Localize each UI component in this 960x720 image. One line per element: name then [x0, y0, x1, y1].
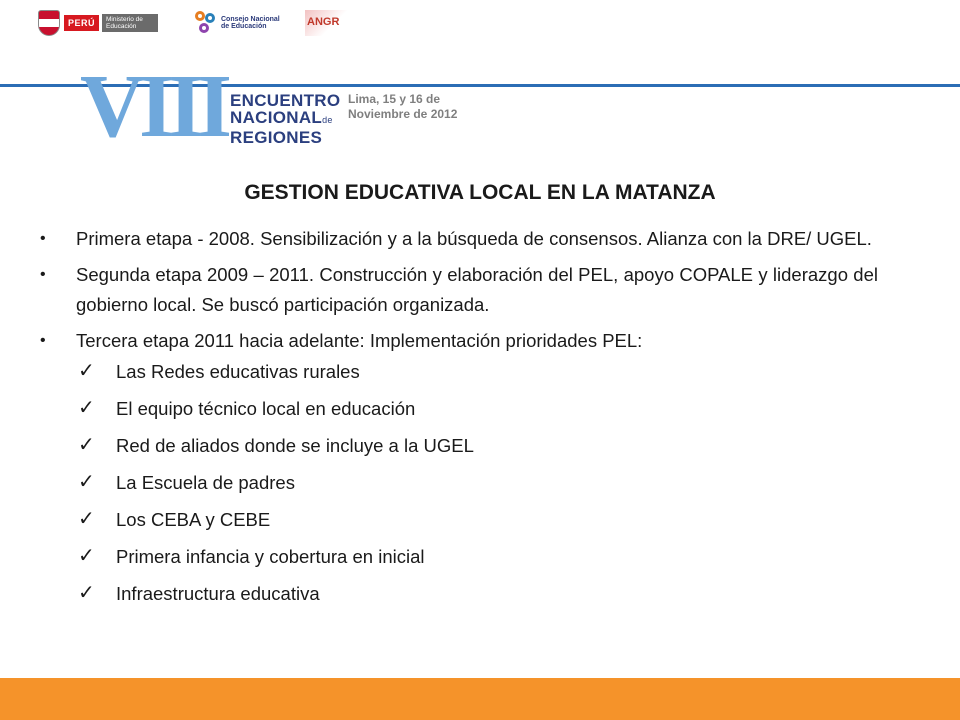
event-name-line2: NACIONALde: [230, 108, 333, 127]
event-name-line1: ENCUENTRO: [230, 91, 341, 110]
list-item: [40, 395, 878, 422]
consejo-label: Consejo Nacional de Educación: [221, 15, 280, 30]
event-name-line3: REGIONES: [230, 128, 323, 147]
list-item-text: Los CEBA y CEBE: [116, 509, 271, 530]
list-item: [40, 432, 878, 459]
bullet-text: Tercera etapa 2011 hacia adelante: Implementación prioridades PEL:: [76, 330, 643, 351]
footer-bar: [0, 678, 960, 720]
bullet-item: [40, 260, 878, 320]
list-item-text: Red de aliados donde se incluye a la UGEL: [116, 435, 474, 456]
list-item-text: La Escuela de padres: [116, 472, 295, 493]
event-numeral: [80, 57, 227, 156]
bullet-text: Segunda etapa 2009 – 2011. Construcción y elaboración del PEL, apoyo COPALE y liderazgo del gobierno local. Se buscó participación organizada.: [76, 264, 878, 315]
angr-label: ANGR: [307, 16, 340, 28]
checkmark-icon: ✓: [78, 434, 95, 456]
event-date-line2: Noviembre de 2012: [348, 107, 458, 121]
list-item-text: Primera infancia y cobertura en inicial: [116, 546, 425, 567]
consejo-nacional-logo: [195, 8, 281, 38]
bullet-text: Primera etapa - 2008. Sensibilización y a la búsqueda de consensos. Alianza con la DRE/ UGEL.: [76, 228, 872, 249]
event-numeral-text: VIII: [80, 57, 227, 156]
event-date-line1: Lima, 15 y 16 de: [348, 92, 441, 106]
bullet-dot-icon: •: [40, 230, 46, 247]
checkmark-icon: ✓: [78, 545, 95, 567]
list-item: [40, 358, 878, 385]
checkmark-icon: ✓: [78, 471, 95, 493]
angr-logo: [305, 8, 351, 38]
slide-content: [40, 224, 878, 607]
bullet-dot-icon: •: [40, 266, 46, 283]
angr-map-icon: [305, 10, 351, 36]
list-item: [40, 580, 878, 607]
ministerio-educacion-logo: [38, 8, 158, 38]
list-item: [40, 506, 878, 533]
checkmark-icon: ✓: [78, 360, 95, 382]
logo-bar: [0, 0, 960, 46]
list-item: [40, 469, 878, 496]
header: [0, 0, 960, 160]
bullet-item: [40, 224, 878, 254]
checkmark-icon: ✓: [78, 582, 95, 604]
bullet-item: [40, 326, 878, 356]
event-name: [230, 92, 340, 146]
checkmark-icon: ✓: [78, 508, 95, 530]
list-item: [40, 543, 878, 570]
list-item-text: Infraestructura educativa: [116, 583, 320, 604]
peru-label: PERÚ: [64, 15, 99, 31]
list-item-text: Las Redes educativas rurales: [116, 361, 360, 382]
checkmark-icon: ✓: [78, 397, 95, 419]
slide-title: GESTION EDUCATIVA LOCAL EN LA MATANZA: [244, 181, 716, 204]
event-date: [348, 92, 457, 122]
ministerio-label: Ministerio de Educación: [102, 14, 158, 32]
list-item-text: El equipo técnico local en educación: [116, 398, 416, 419]
peru-shield-icon: [38, 10, 60, 36]
rings-icon: [195, 11, 217, 35]
event-banner: [0, 46, 960, 160]
priority-list: [40, 358, 878, 607]
bullet-dot-icon: •: [40, 332, 46, 349]
